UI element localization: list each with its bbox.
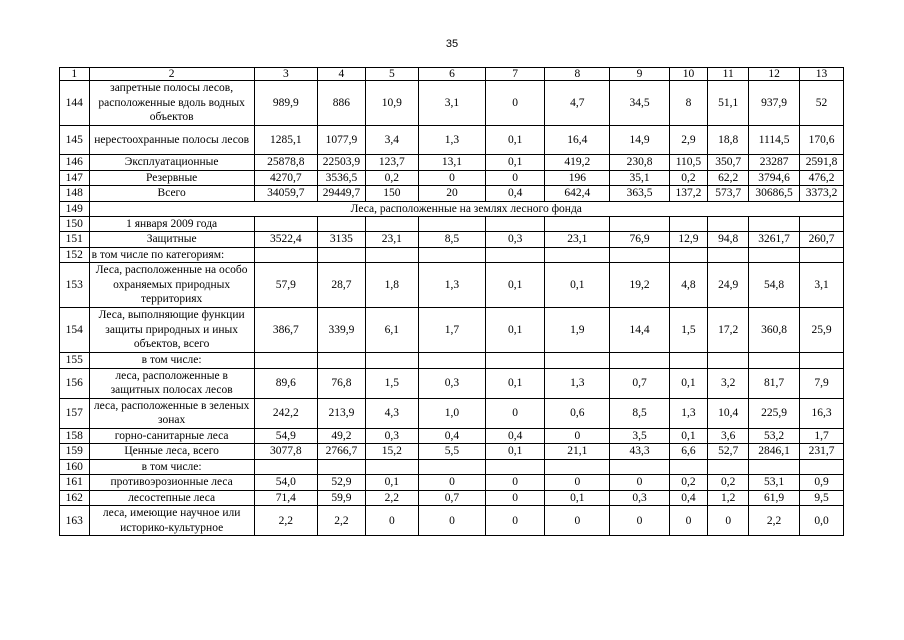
table-cell: 19,2: [610, 263, 669, 308]
table-cell: 230,8: [610, 155, 669, 171]
table-cell: 3522,4: [254, 232, 317, 248]
table-cell: 6,6: [669, 444, 708, 460]
table-cell: 0,4: [486, 428, 545, 444]
table-cell: 10,9: [365, 81, 418, 126]
column-header: 2: [89, 68, 254, 81]
table-cell: 0,1: [545, 490, 610, 506]
row-label: в том числе по категориям:: [89, 247, 254, 263]
row-number: 160: [60, 459, 90, 475]
table-cell: [800, 247, 844, 263]
table-row: [60, 201, 844, 216]
table-cell: 0,0: [800, 506, 844, 536]
table-cell: 0,1: [486, 368, 545, 398]
table-cell: 53,1: [749, 475, 800, 491]
table-cell: 350,7: [708, 155, 749, 171]
row-label: Всего: [89, 186, 254, 202]
table-row: [60, 428, 844, 444]
table-cell: 0,1: [545, 263, 610, 308]
table-cell: 23287: [749, 155, 800, 171]
table-row: [60, 126, 844, 155]
table-cell: 3,1: [418, 81, 485, 126]
table-row: [60, 186, 844, 202]
table-cell: 2,2: [317, 506, 365, 536]
table-row: [60, 353, 844, 369]
table-cell: 1,7: [418, 308, 485, 353]
table-cell: 3,2: [708, 368, 749, 398]
table-cell: 49,2: [317, 428, 365, 444]
table-cell: 17,2: [708, 308, 749, 353]
table-cell: 29449,7: [317, 186, 365, 202]
table-cell: 989,9: [254, 81, 317, 126]
table-row: [60, 368, 844, 398]
row-label: леса, расположенные в зеленых зонах: [89, 398, 254, 428]
column-header: 10: [669, 68, 708, 81]
row-label: леса, имеющие научное или историко-культурное: [89, 506, 254, 536]
column-header: 7: [486, 68, 545, 81]
table-cell: 3794,6: [749, 170, 800, 186]
table-cell: 0,4: [418, 428, 485, 444]
table-row: [60, 506, 844, 536]
table-cell: 0,7: [418, 490, 485, 506]
table-cell: 21,1: [545, 444, 610, 460]
table-cell: 71,4: [254, 490, 317, 506]
row-number: 159: [60, 444, 90, 460]
table-cell: 6,1: [365, 308, 418, 353]
table-cell: 0: [486, 490, 545, 506]
table-cell: 0,3: [365, 428, 418, 444]
table-cell: 3077,8: [254, 444, 317, 460]
table-cell: 196: [545, 170, 610, 186]
column-header: 3: [254, 68, 317, 81]
table-cell: 22503,9: [317, 155, 365, 171]
table-cell: 386,7: [254, 308, 317, 353]
table-cell: [749, 216, 800, 232]
table-cell: 5,5: [418, 444, 485, 460]
table-cell: 16,3: [800, 398, 844, 428]
table-cell: 0: [418, 506, 485, 536]
row-label: леса, расположенные в защитных полосах лесов: [89, 368, 254, 398]
table-cell: 13,1: [418, 155, 485, 171]
table-cell: [610, 247, 669, 263]
table-cell: 1,3: [418, 263, 485, 308]
row-label: противоэрозионные леса: [89, 475, 254, 491]
table-cell: 43,3: [610, 444, 669, 460]
table-cell: 937,9: [749, 81, 800, 126]
table-cell: 0: [610, 506, 669, 536]
table-cell: [365, 216, 418, 232]
table-row: [60, 232, 844, 248]
table-cell: [254, 459, 317, 475]
table-cell: [708, 247, 749, 263]
row-number: 161: [60, 475, 90, 491]
table-cell: 18,8: [708, 126, 749, 155]
row-label: в том числе:: [89, 459, 254, 475]
table-cell: 52: [800, 81, 844, 126]
table-cell: 52,9: [317, 475, 365, 491]
table-cell: 339,9: [317, 308, 365, 353]
table-cell: 260,7: [800, 232, 844, 248]
table-cell: 76,9: [610, 232, 669, 248]
table-cell: [800, 353, 844, 369]
row-number: 146: [60, 155, 90, 171]
table-cell: 30686,5: [749, 186, 800, 202]
row-number: 162: [60, 490, 90, 506]
table-cell: [800, 216, 844, 232]
table-cell: 3261,7: [749, 232, 800, 248]
row-number: 151: [60, 232, 90, 248]
row-number: 152: [60, 247, 90, 263]
table-cell: 35,1: [610, 170, 669, 186]
row-number: 163: [60, 506, 90, 536]
row-number: 153: [60, 263, 90, 308]
table-cell: 1,2: [708, 490, 749, 506]
table-cell: [800, 459, 844, 475]
column-header: 5: [365, 68, 418, 81]
table-cell: 2591,8: [800, 155, 844, 171]
table-cell: 25,9: [800, 308, 844, 353]
table-cell: [545, 216, 610, 232]
column-header: 12: [749, 68, 800, 81]
table-cell: [545, 247, 610, 263]
table-cell: 1,3: [418, 126, 485, 155]
table-cell: 51,1: [708, 81, 749, 126]
table-cell: 14,4: [610, 308, 669, 353]
table-cell: [610, 459, 669, 475]
table-cell: 1114,5: [749, 126, 800, 155]
table-cell: [669, 216, 708, 232]
row-number: 155: [60, 353, 90, 369]
table-cell: [669, 459, 708, 475]
table-cell: 150: [365, 186, 418, 202]
table-cell: 0,3: [486, 232, 545, 248]
column-header: 1: [60, 68, 90, 81]
table-cell: 886: [317, 81, 365, 126]
row-label: 1 января 2009 года: [89, 216, 254, 232]
table-cell: [749, 353, 800, 369]
table-cell: [749, 459, 800, 475]
table-cell: 1,5: [365, 368, 418, 398]
table-cell: [317, 247, 365, 263]
row-number: 147: [60, 170, 90, 186]
row-number: 156: [60, 368, 90, 398]
table-cell: 34059,7: [254, 186, 317, 202]
row-number: 145: [60, 126, 90, 155]
table-cell: 24,9: [708, 263, 749, 308]
table-row: [60, 263, 844, 308]
table-cell: 0,2: [669, 170, 708, 186]
table-cell: 3,5: [610, 428, 669, 444]
table-cell: 3373,2: [800, 186, 844, 202]
table-header-row: [60, 68, 844, 81]
table-cell: [254, 353, 317, 369]
table-cell: [486, 216, 545, 232]
table-cell: 225,9: [749, 398, 800, 428]
table-cell: 242,2: [254, 398, 317, 428]
table-cell: [669, 353, 708, 369]
table-cell: [708, 459, 749, 475]
table-cell: [254, 247, 317, 263]
table-cell: 0,9: [800, 475, 844, 491]
table-cell: [317, 216, 365, 232]
table-cell: 57,9: [254, 263, 317, 308]
row-number: 154: [60, 308, 90, 353]
table-cell: 1285,1: [254, 126, 317, 155]
row-number: 148: [60, 186, 90, 202]
table-row: [60, 490, 844, 506]
row-label: горно-санитарные леса: [89, 428, 254, 444]
column-header: 6: [418, 68, 485, 81]
row-label: Ценные леса, всего: [89, 444, 254, 460]
table-cell: 213,9: [317, 398, 365, 428]
table-cell: 0,1: [486, 126, 545, 155]
table-cell: [486, 353, 545, 369]
table-cell: 81,7: [749, 368, 800, 398]
table-cell: 3536,5: [317, 170, 365, 186]
table-cell: 16,4: [545, 126, 610, 155]
table-cell: [749, 247, 800, 263]
section-heading: Леса, расположенные на землях лесного фонда: [89, 201, 843, 216]
table-cell: 137,2: [669, 186, 708, 202]
table-row: [60, 459, 844, 475]
row-label: Леса, выполняющие функции защиты природных и иных объектов, всего: [89, 308, 254, 353]
table-cell: 0: [669, 506, 708, 536]
column-header: 8: [545, 68, 610, 81]
table-cell: 28,7: [317, 263, 365, 308]
table-cell: 12,9: [669, 232, 708, 248]
table-cell: 476,2: [800, 170, 844, 186]
table-cell: 419,2: [545, 155, 610, 171]
table-cell: 2766,7: [317, 444, 365, 460]
table-cell: [545, 459, 610, 475]
table-cell: 10,4: [708, 398, 749, 428]
table-cell: 8,5: [610, 398, 669, 428]
table-cell: 1,7: [800, 428, 844, 444]
table-cell: 123,7: [365, 155, 418, 171]
column-header: 9: [610, 68, 669, 81]
table-cell: 76,8: [317, 368, 365, 398]
table-cell: 1,8: [365, 263, 418, 308]
table-cell: 231,7: [800, 444, 844, 460]
table-cell: [610, 353, 669, 369]
table-cell: 4,3: [365, 398, 418, 428]
table-cell: 0,2: [708, 475, 749, 491]
table-cell: [708, 353, 749, 369]
table-cell: [610, 216, 669, 232]
table-cell: 0,2: [365, 170, 418, 186]
table-cell: 0: [545, 475, 610, 491]
table-row: [60, 444, 844, 460]
table-cell: [365, 459, 418, 475]
table-cell: 62,2: [708, 170, 749, 186]
table-cell: [317, 459, 365, 475]
row-label: запретные полосы лесов, расположенные вдоль водных объектов: [89, 81, 254, 126]
column-header: 13: [800, 68, 844, 81]
table-cell: [418, 247, 485, 263]
table-cell: 3,4: [365, 126, 418, 155]
column-header: 11: [708, 68, 749, 81]
table-cell: 8: [669, 81, 708, 126]
table-cell: 3135: [317, 232, 365, 248]
table-row: [60, 81, 844, 126]
table-cell: 0,6: [545, 398, 610, 428]
table-row: [60, 216, 844, 232]
row-label: в том числе:: [89, 353, 254, 369]
table-cell: [254, 216, 317, 232]
table-cell: 0: [418, 170, 485, 186]
table-row: [60, 308, 844, 353]
table-cell: 0,1: [486, 308, 545, 353]
table-cell: 0: [610, 475, 669, 491]
table-cell: [317, 353, 365, 369]
table-cell: [486, 247, 545, 263]
table-cell: [486, 459, 545, 475]
column-header: 4: [317, 68, 365, 81]
table-cell: 59,9: [317, 490, 365, 506]
table-cell: 0: [486, 81, 545, 126]
table-row: [60, 170, 844, 186]
page-number: 35: [445, 38, 459, 50]
table-cell: 0,4: [486, 186, 545, 202]
table-cell: 360,8: [749, 308, 800, 353]
table-cell: 0,3: [610, 490, 669, 506]
table-cell: [418, 353, 485, 369]
row-label: Защитные: [89, 232, 254, 248]
table-cell: 15,2: [365, 444, 418, 460]
table-cell: 0,1: [365, 475, 418, 491]
table-cell: [708, 216, 749, 232]
row-number: 158: [60, 428, 90, 444]
table-cell: 9,5: [800, 490, 844, 506]
table-cell: 2,2: [365, 490, 418, 506]
table-cell: 94,8: [708, 232, 749, 248]
table-cell: 1,3: [669, 398, 708, 428]
table-cell: 0,1: [669, 368, 708, 398]
table-cell: [545, 353, 610, 369]
table-cell: 14,9: [610, 126, 669, 155]
table-cell: 20: [418, 186, 485, 202]
table-cell: 2846,1: [749, 444, 800, 460]
table-cell: [669, 247, 708, 263]
table-cell: 53,2: [749, 428, 800, 444]
table-row: [60, 155, 844, 171]
row-number: 150: [60, 216, 90, 232]
table-cell: 0: [486, 475, 545, 491]
table-cell: 2,2: [254, 506, 317, 536]
table-cell: 23,1: [365, 232, 418, 248]
table-cell: 54,8: [749, 263, 800, 308]
table-cell: 0: [365, 506, 418, 536]
table-row: [60, 398, 844, 428]
table-cell: 54,0: [254, 475, 317, 491]
table-cell: 0,1: [486, 444, 545, 460]
table-row: [60, 247, 844, 263]
row-number: 149: [60, 201, 90, 216]
table-cell: 7,9: [800, 368, 844, 398]
table-cell: 363,5: [610, 186, 669, 202]
table-cell: [365, 247, 418, 263]
table-cell: 110,5: [669, 155, 708, 171]
table-cell: 1077,9: [317, 126, 365, 155]
table-cell: [418, 216, 485, 232]
row-label: нерестоохранные полосы лесов: [89, 126, 254, 155]
table-cell: 54,9: [254, 428, 317, 444]
table-cell: 573,7: [708, 186, 749, 202]
table-row: [60, 475, 844, 491]
table-cell: 1,9: [545, 308, 610, 353]
table-cell: 642,4: [545, 186, 610, 202]
table-cell: 0: [545, 506, 610, 536]
table-cell: 23,1: [545, 232, 610, 248]
forest-data-table: [59, 67, 844, 536]
table-cell: 89,6: [254, 368, 317, 398]
table-cell: [418, 459, 485, 475]
table-cell: 0,4: [669, 490, 708, 506]
table-cell: 0: [486, 170, 545, 186]
table-cell: 0,1: [669, 428, 708, 444]
table-cell: 25878,8: [254, 155, 317, 171]
table-cell: 4270,7: [254, 170, 317, 186]
row-label: лесостепные леса: [89, 490, 254, 506]
table-cell: 2,2: [749, 506, 800, 536]
table-cell: 8,5: [418, 232, 485, 248]
table-cell: 2,9: [669, 126, 708, 155]
table-cell: 0,1: [486, 155, 545, 171]
table-cell: 1,5: [669, 308, 708, 353]
row-number: 144: [60, 81, 90, 126]
table-cell: 0: [545, 428, 610, 444]
table-cell: 0,3: [418, 368, 485, 398]
table-cell: 52,7: [708, 444, 749, 460]
row-label: Эксплуатационные: [89, 155, 254, 171]
table-cell: 0: [486, 398, 545, 428]
table-cell: 170,6: [800, 126, 844, 155]
table-cell: 0,7: [610, 368, 669, 398]
table-cell: 0: [708, 506, 749, 536]
table-cell: 1,0: [418, 398, 485, 428]
table-cell: 3,1: [800, 263, 844, 308]
row-number: 157: [60, 398, 90, 428]
table-cell: 0: [418, 475, 485, 491]
table-cell: 34,5: [610, 81, 669, 126]
table-cell: 0: [486, 506, 545, 536]
table-cell: 3,6: [708, 428, 749, 444]
table-cell: 0,2: [669, 475, 708, 491]
row-label: Резервные: [89, 170, 254, 186]
row-label: Леса, расположенные на особо охраняемых природных территориях: [89, 263, 254, 308]
table-cell: 0,1: [486, 263, 545, 308]
table-cell: 61,9: [749, 490, 800, 506]
table-cell: 4,8: [669, 263, 708, 308]
table-cell: [365, 353, 418, 369]
table-cell: 4,7: [545, 81, 610, 126]
table-cell: 1,3: [545, 368, 610, 398]
